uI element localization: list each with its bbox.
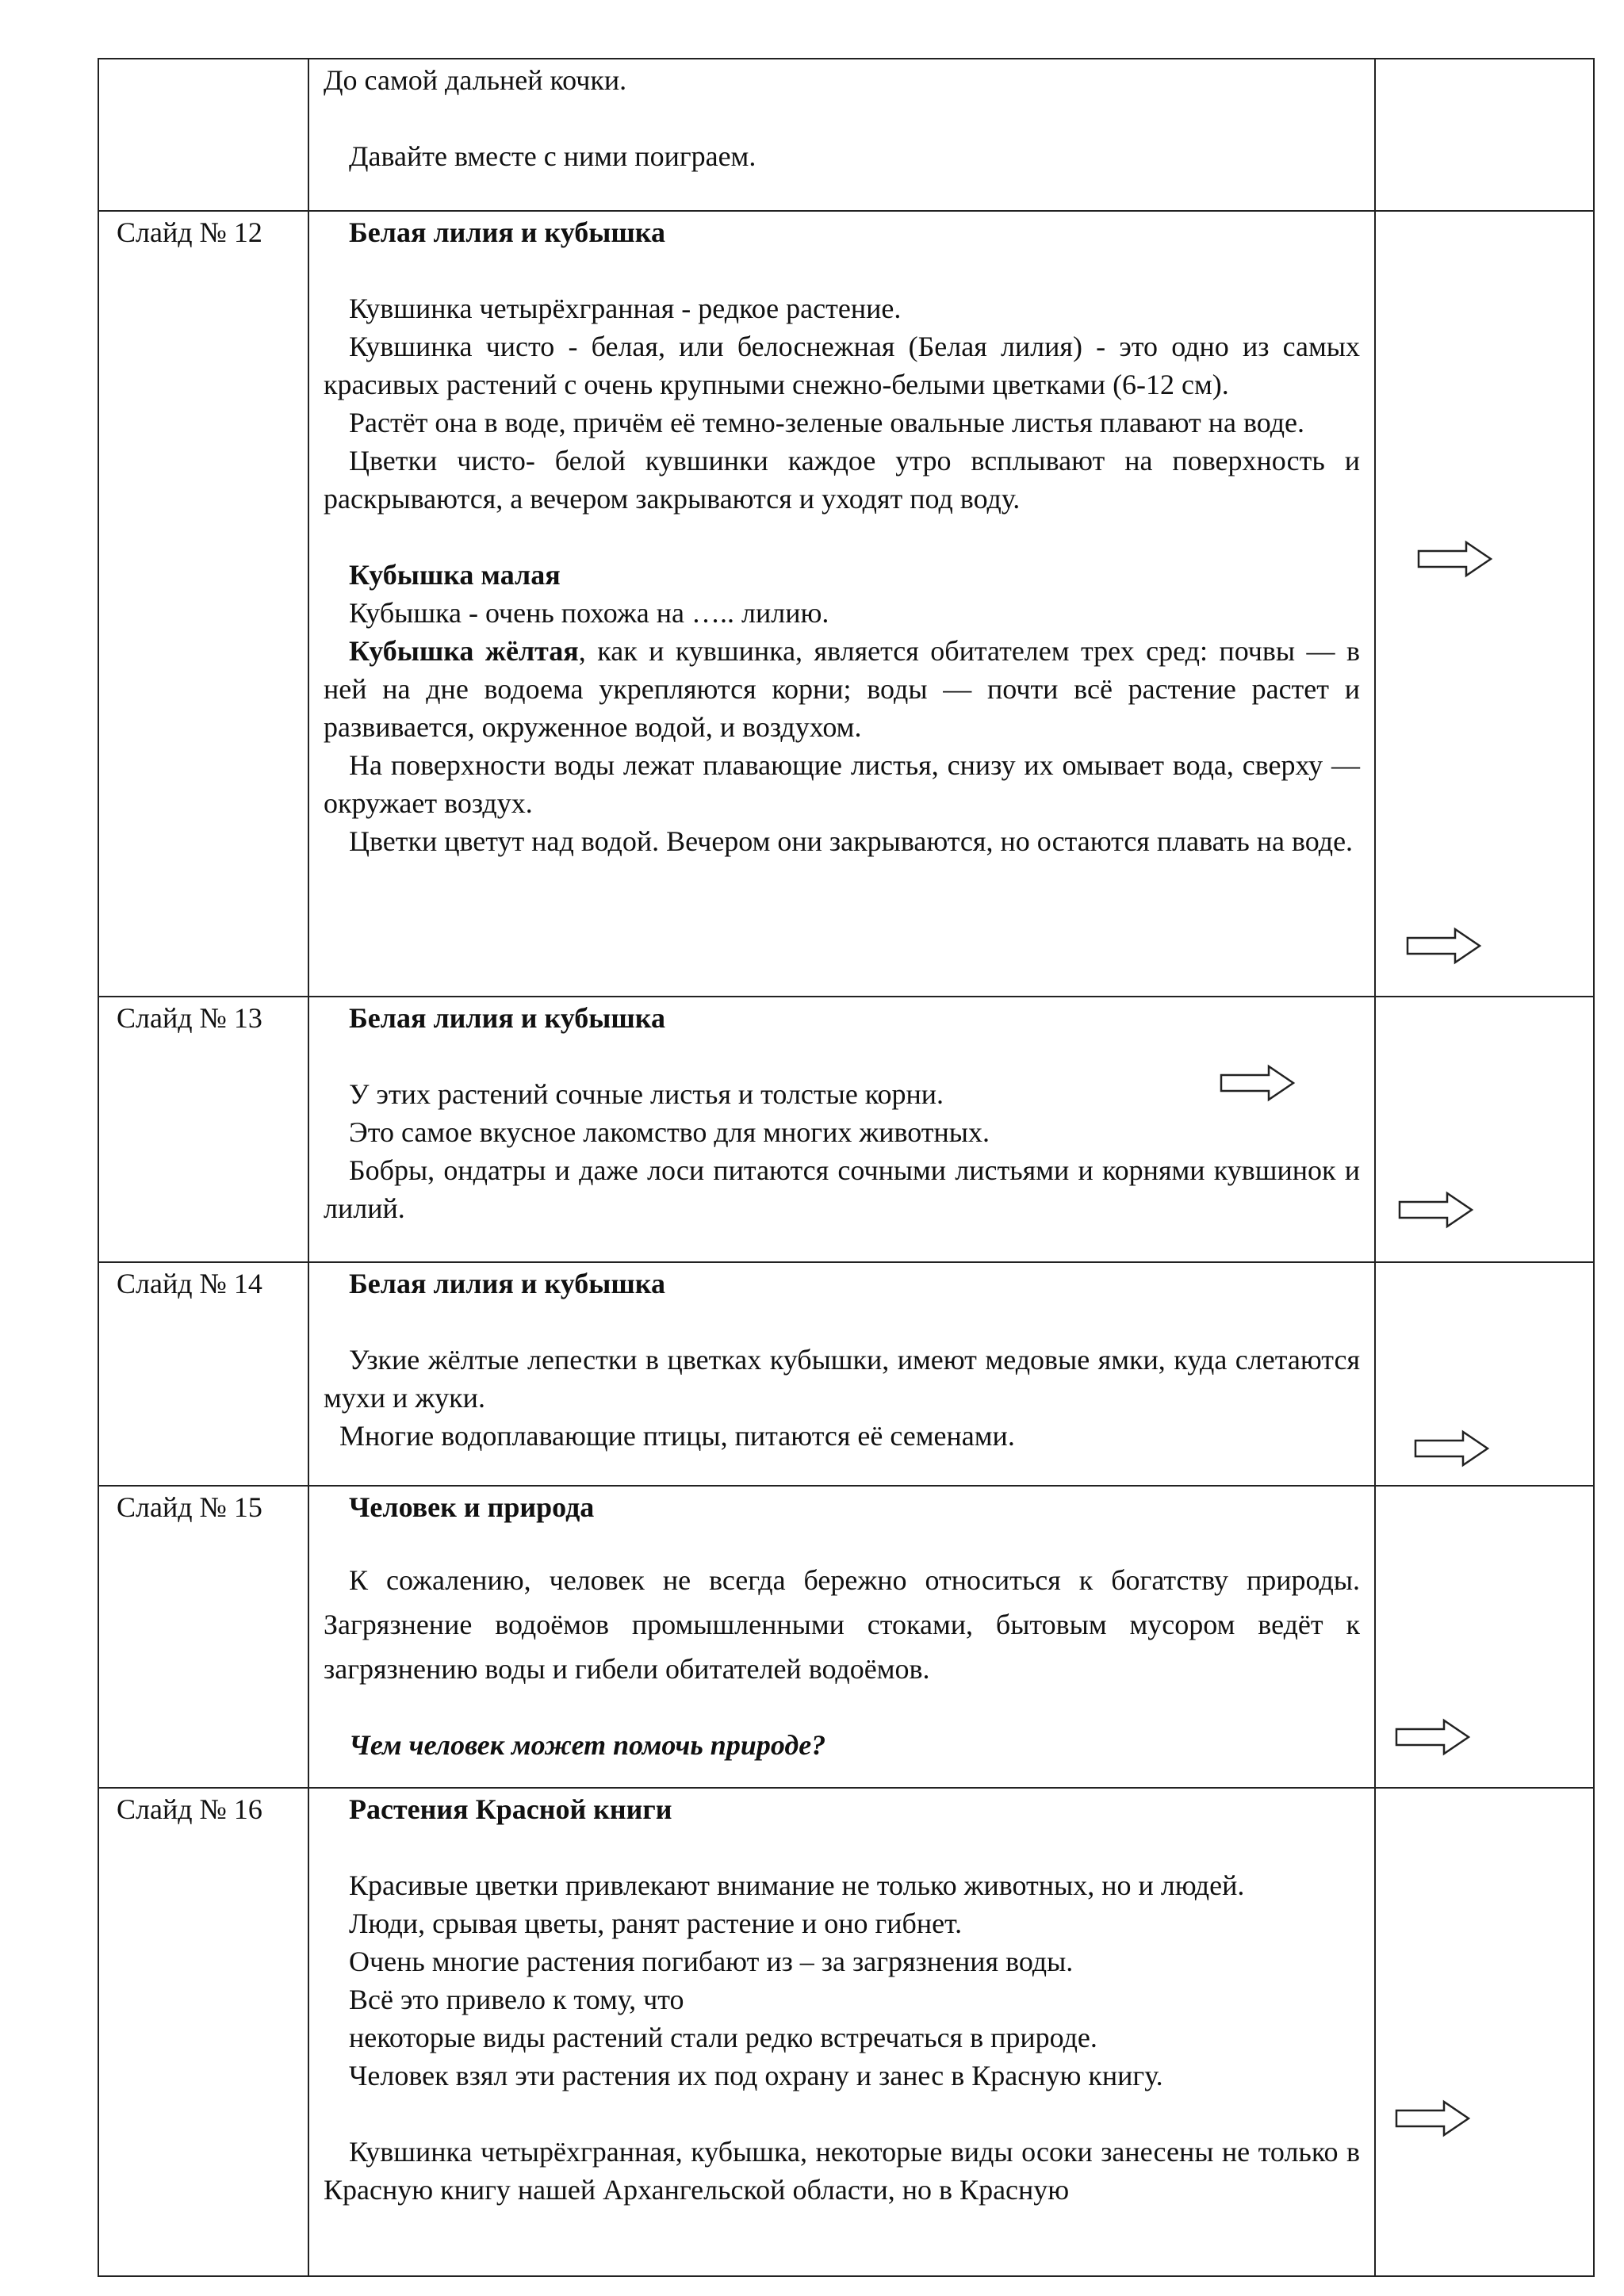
bold-term: Кубышка жёлтая: [349, 635, 579, 667]
slide-label-cell: [98, 1262, 308, 1486]
slide-label: Слайд № 13: [117, 1002, 262, 1034]
text-line: Многие водоплавающие птицы, питаются её семенами.: [339, 1420, 1015, 1452]
table-row: [98, 1486, 1594, 1788]
text-line: К сожалению, человек не всегда бережно относиться к богатству природы. Загрязнение водоёмов промышленными стоками, бытовым мусором ведёт к загрязнению воды и гибели обитателей водоёмов.: [324, 1564, 1360, 1685]
text-line: На поверхности воды лежат плавающие листья, снизу их омывает вода, сверху — окружает воздух.: [324, 749, 1360, 819]
slide-label: Слайд № 14: [117, 1268, 262, 1299]
text-line: Давайте вместе с ними поиграем.: [349, 140, 756, 172]
text-line: Очень многие растения погибают из – за загрязнения воды.: [349, 1946, 1074, 1977]
slide-label-cell: [98, 997, 308, 1262]
text-line: Человек взял эти растения их под охрану и занес в Красную книгу.: [349, 2060, 1163, 2091]
slide-label: [99, 59, 308, 61]
table-row: [98, 997, 1594, 1262]
text-line: Растёт она в воде, причём её темно-зеленые овальные листья плавают на воде.: [349, 407, 1305, 438]
text-line: Кувшинка чисто - белая, или белоснежная (Белая лилия) - это одно из самых красивых растений с очень крупными снежно-белыми цветками (6-12 см).: [324, 331, 1360, 400]
text-line: Кувшинка четырёхгранная - редкое растение.: [349, 293, 902, 324]
text-line: У этих растений сочные листья и толстые корни.: [349, 1078, 944, 1110]
right-arrow-icon: [1414, 1429, 1490, 1468]
arrow-cell: [1375, 211, 1594, 997]
row-content: [309, 59, 1374, 180]
slide-label: Слайд № 15: [117, 1491, 262, 1523]
text-line: Кубышка жёлтая, как и кувшинка, является обитателем трех сред: почвы — в ней на дне водоема укрепляются корни; воды — почти всё растение растет и развивается, окруженное водой, и воздухом.: [324, 635, 1361, 743]
slide-label-cell: [98, 211, 308, 997]
section-heading: Белая лилия и кубышка: [349, 216, 666, 248]
section-heading: Растения Красной книги: [349, 1793, 672, 1825]
table-row: [98, 59, 1594, 211]
arrow-cell: [1375, 997, 1594, 1262]
slide-label-cell: [98, 1486, 308, 1788]
right-arrow-icon: [1398, 1191, 1474, 1229]
text-line: Цветки цветут над водой. Вечером они закрываются, но остаются плавать на воде.: [349, 825, 1354, 857]
section-heading: Кубышка малая: [349, 559, 561, 591]
section-heading: Человек и природа: [349, 1491, 595, 1523]
text-line: Цветки чисто- белой кувшинки каждое утро всплывают на поверхность и раскрываются, а вечером закрываются и уходят под воду.: [324, 445, 1360, 515]
row-content: [309, 997, 1374, 1232]
right-arrow-icon: [1406, 927, 1482, 965]
section-heading: Белая лилия и кубышка: [349, 1002, 666, 1034]
content-cell: [308, 1486, 1375, 1788]
content-cell: [308, 211, 1375, 997]
right-arrow-icon: [1220, 1064, 1296, 1102]
text-line: некоторые виды растений стали редко встречаться в природе.: [349, 2022, 1097, 2053]
section-heading: Белая лилия и кубышка: [349, 1268, 666, 1299]
content-cell: [308, 59, 1375, 211]
content-cell: [308, 997, 1375, 1262]
text-line: Кубышка - очень похожа на ….. лилию.: [349, 597, 829, 629]
slide-label-cell: [98, 59, 308, 211]
arrow-cell: [1375, 1788, 1594, 2276]
row-content: [309, 1789, 1374, 2214]
arrow-cell: [1375, 1262, 1594, 1486]
row-content: [309, 1487, 1374, 1772]
text-line: Люди, срывая цветы, ранят растение и оно гибнет.: [349, 1908, 963, 1939]
slide-label: Слайд № 16: [117, 1793, 262, 1825]
text-line: Бобры, ондатры и даже лоси питаются сочными листьями и корнями кувшинок и лилий.: [324, 1154, 1360, 1224]
table-row: [98, 1262, 1594, 1486]
right-arrow-icon: [1417, 540, 1493, 578]
text-line: Красивые цветки привлекают внимание не только животных, но и людей.: [349, 1869, 1245, 1901]
arrow-cell: [1375, 1486, 1594, 1788]
row-content: [309, 212, 1374, 865]
slide-label-cell: [98, 1788, 308, 2276]
text-line: Узкие жёлтые лепестки в цветках кубышки, имеют медовые ямки, куда слетаются мухи и жуки.: [324, 1344, 1360, 1414]
lesson-table: [98, 58, 1595, 2277]
row-content: [309, 1263, 1374, 1460]
text-line: Всё это привело к тому, что: [349, 1984, 684, 2015]
question-line: Чем человек может помочь природе?: [349, 1729, 826, 1761]
text-line: До самой дальней кочки.: [324, 64, 627, 96]
text-line: Это самое вкусное лакомство для многих животных.: [349, 1116, 990, 1148]
right-arrow-icon: [1395, 1718, 1471, 1756]
table-row: [98, 211, 1594, 997]
slide-label: Слайд № 12: [117, 216, 262, 248]
right-arrow-icon: [1395, 2099, 1471, 2137]
content-cell: [308, 1262, 1375, 1486]
content-cell: [308, 1788, 1375, 2276]
arrow-cell: [1375, 59, 1594, 211]
table-row: [98, 1788, 1594, 2276]
text-line: Кувшинка четырёхгранная, кубышка, некоторые виды осоки занесены не только в Красную книгу нашей Архангельской области, но в Красную: [324, 2136, 1360, 2206]
